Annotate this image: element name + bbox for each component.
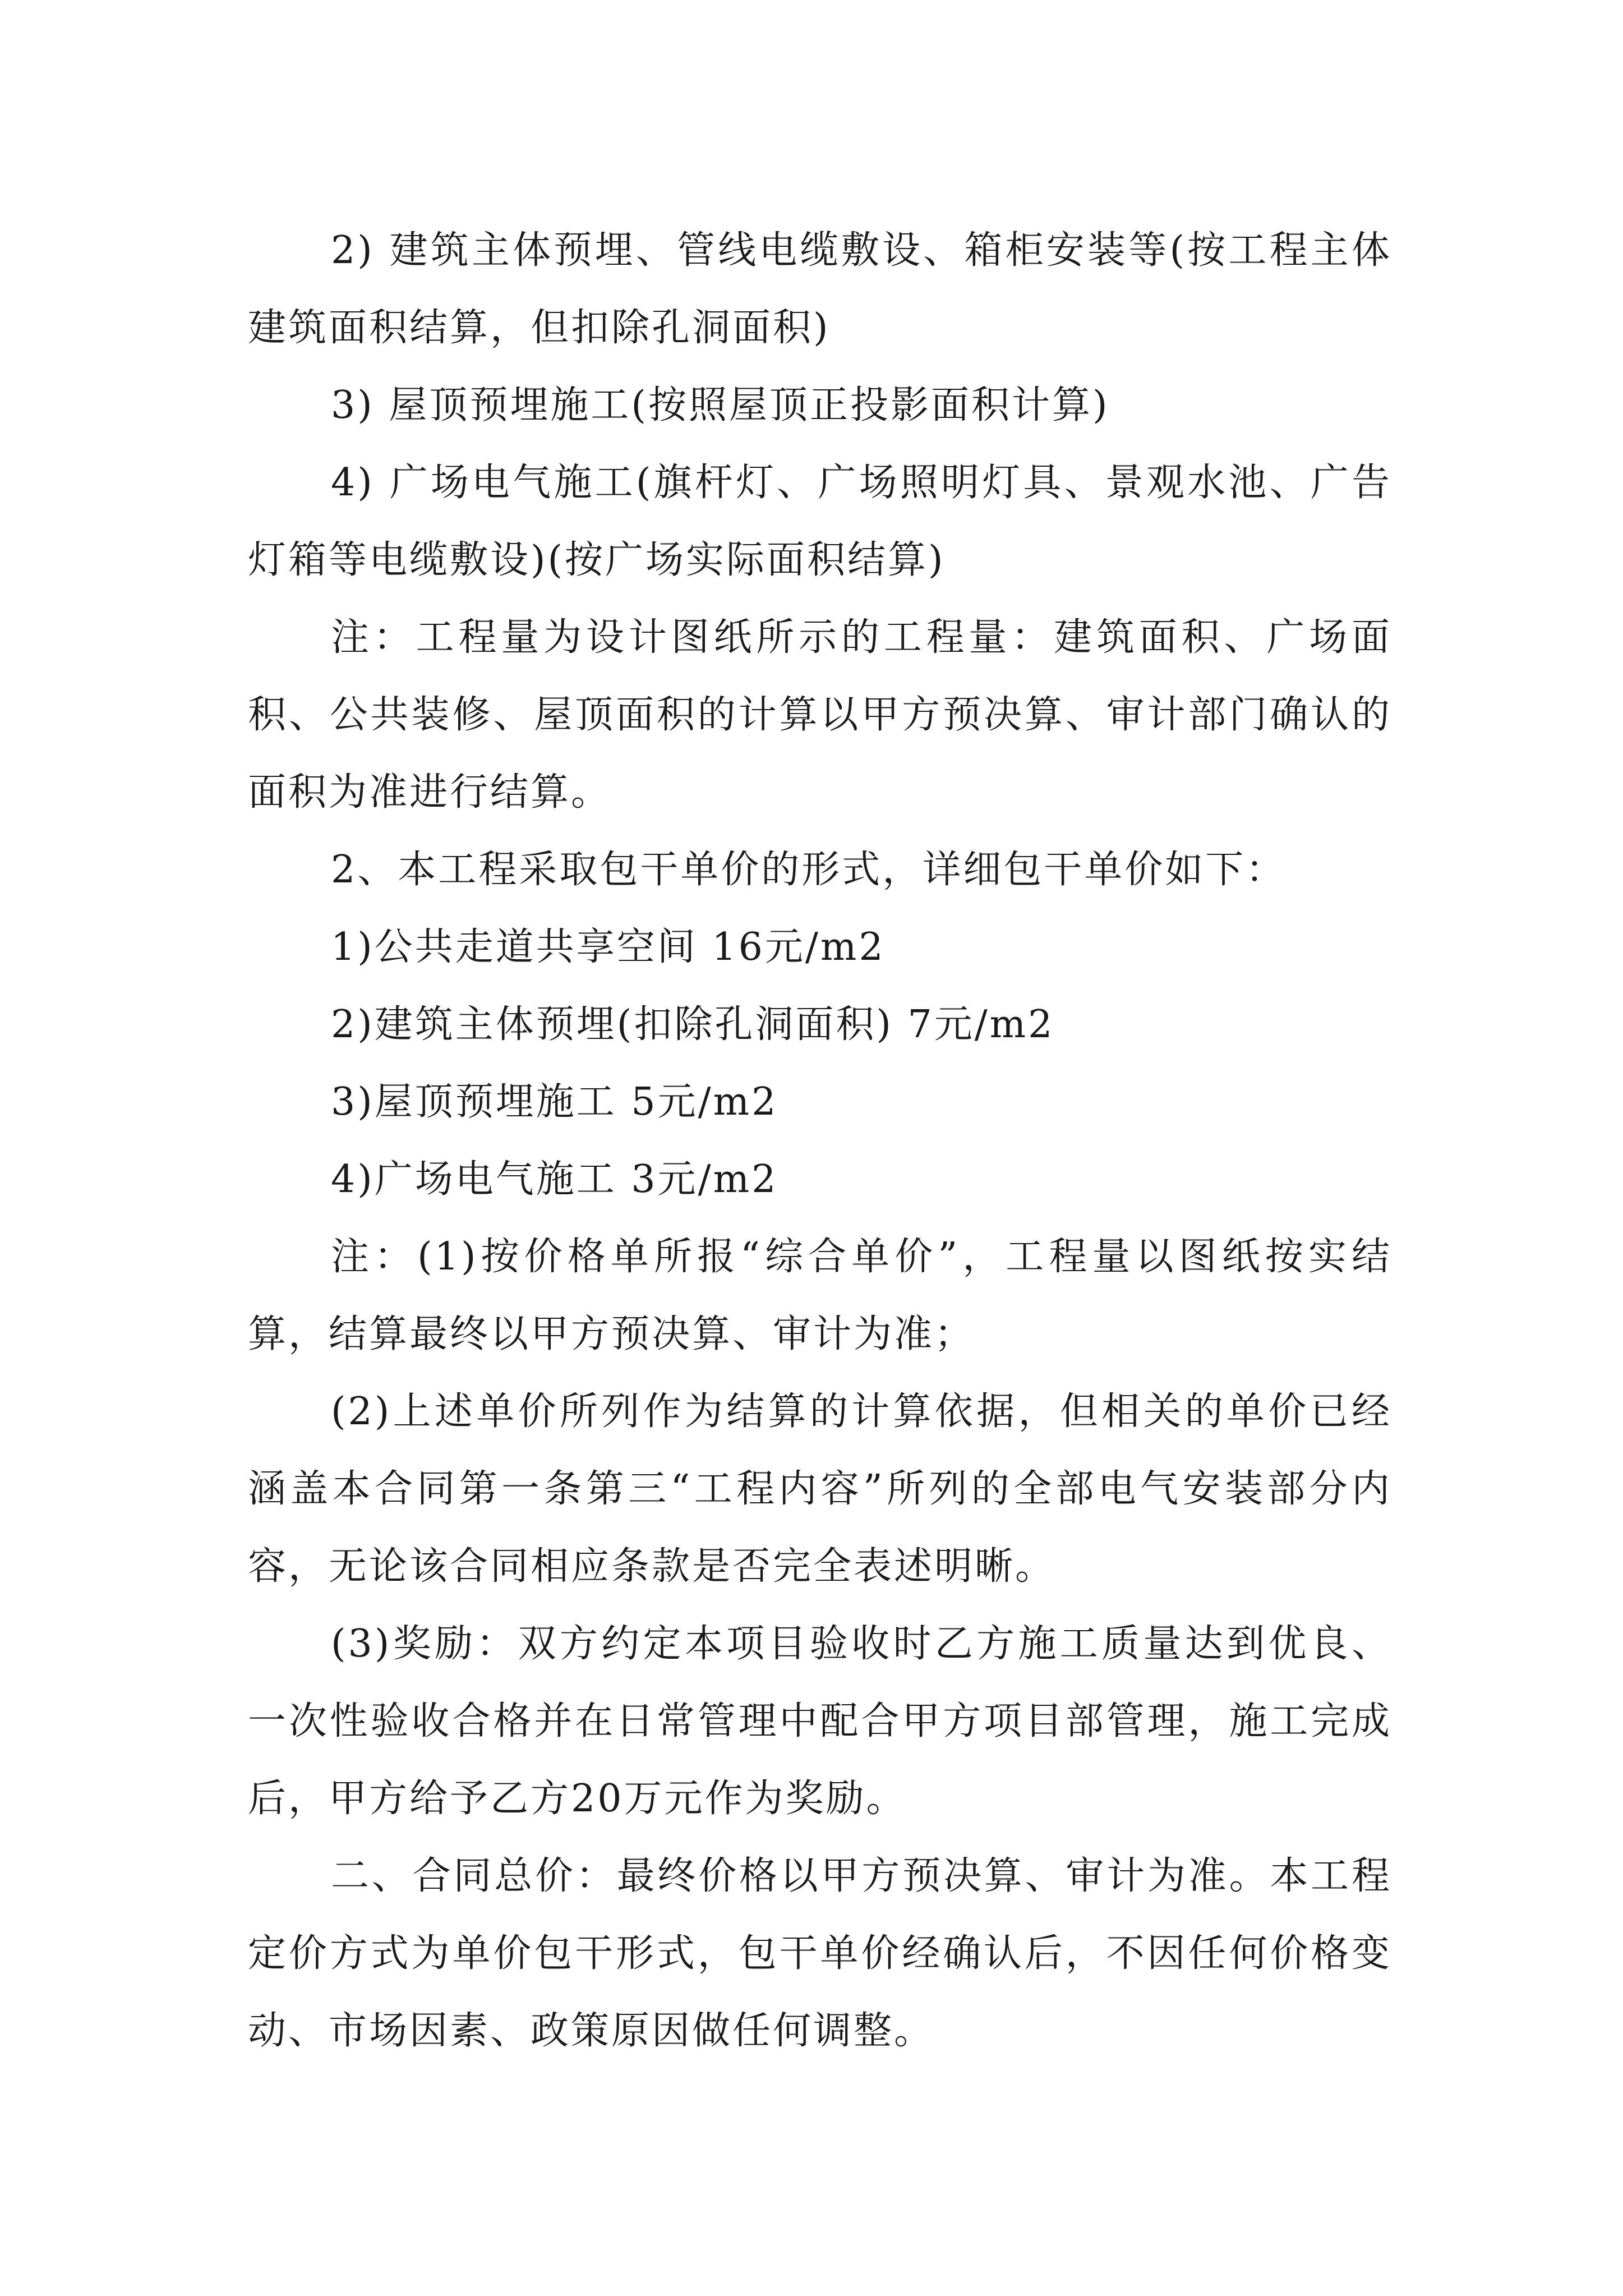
document-body [248,212,1392,2070]
paragraph-note-3-reward: (3)奖励：双方约定本项目验收时乙方施工质量达到优良、一次性验收合格并在日常管理中配合甲方项目部管理，施工完成后，甲方给予乙方20万元作为奖励。 [248,1622,1392,1821]
price-item-main-building: 2)建筑主体预埋(扣除孔洞面积) 7元/m2 [331,1002,1055,1047]
paragraph-item-4-plaza: 4) 广场电气施工(旗杆灯、广场照明灯具、景观水池、广告灯箱等电缆敷设)(按广场实际面积结算) [248,461,1392,582]
paragraph-note-2: (2)上述单价所列作为结算的计算依据，但相关的单价已经涵盖本合同第一条第三“工程内容”所列的全部电气安装部分内容，无论该合同相应条款是否完全表述明晰。 [248,1389,1392,1589]
paragraph-note-1: 注：(1)按价格单所报“综合单价”，工程量以图纸按实结算，结算最终以甲方预决算、审计为准； [248,1235,1392,1356]
paragraph-contract-total: 二、合同总价：最终价格以甲方预决算、审计为准。本工程定价方式为单价包干形式，包干单价经确认后，不因任何价格变动、市场因素、政策原因做任何调整。 [248,1854,1392,2053]
paragraph-item-2-construction: 2) 建筑主体预埋、管线电缆敷设、箱柜安装等(按工程主体建筑面积结算，但扣除孔洞面积) [248,228,1392,350]
price-item-corridor: 1)公共走道共享空间 16元/m2 [331,925,886,969]
paragraph-note-quantities: 注：工程量为设计图纸所示的工程量：建筑面积、广场面积、公共装修、屋顶面积的计算以甲方预决算、审计部门确认的面积为准进行结算。 [248,615,1392,815]
paragraph-item-3-roof: 3) 屋顶预埋施工(按照屋顶正投影面积计算) [331,383,1110,427]
price-item-plaza: 4)广场电气施工 3元/m2 [331,1157,778,1202]
paragraph-pricing-intro: 2、本工程采取包干单价的形式，详细包干单价如下： [331,848,1287,892]
price-item-roof: 3)屋顶预埋施工 5元/m2 [331,1080,778,1124]
